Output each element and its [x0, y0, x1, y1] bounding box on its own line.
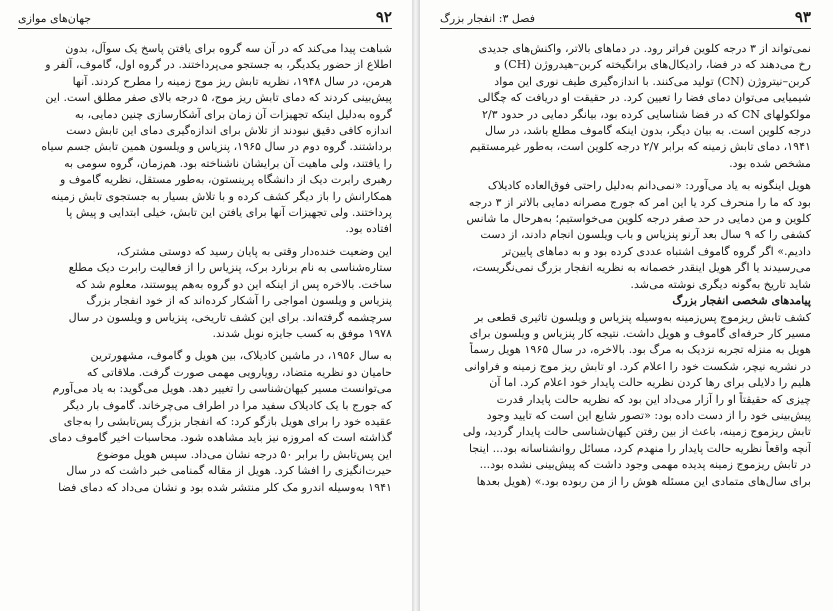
paragraph: [440, 178, 811, 293]
paragraph: [440, 310, 811, 490]
text-line: پیش‌بینی کردند که دمای تابش ریز موج، ۵ درجه بالای صفر مطلق است. این: [45, 91, 392, 105]
text-line: در نشریه نیچر، شکست خود را اعلام کرد. او تابش ریز موج زمینه و فراوانی: [464, 359, 811, 373]
text-line: شاید تاریخ به‌گونه دیگری نوشته می‌شد.: [630, 277, 811, 291]
page-body: [440, 41, 811, 490]
page-header: [18, 8, 392, 29]
text-line: اندازه کافی دقیق نبودند از تلاش برای اندازه‌گیری دمای این تابش دست: [66, 124, 392, 138]
text-line: شباهت پیدا می‌کند که در آن سه گروه برای یافتن پاسخ یک سوآل، بدون: [65, 42, 392, 55]
text-line: اطلاع از حضور یکدیگر، به جستجو می‌پرداختند. در گروه اول، گاموف، آلفر و: [45, 58, 392, 72]
text-line: شیمیایی می‌توان دمای فضا را تعیین کرد. در حقیقت او دریافت که چگالی: [477, 91, 811, 105]
page-number: ۹۳: [794, 8, 811, 26]
book-gutter: [412, 0, 420, 611]
paragraph: [18, 41, 392, 238]
text-line: هویل به منزله تجربه نزدیک به مرگ بود. بالاخره، در سال ۱۹۶۵ هویل رسماً: [469, 343, 811, 357]
text-line: هویل اینگونه به یاد می‌آورد: «نمی‌دانم به‌دلیل راحتی فوق‌العاده کادیلاک: [487, 179, 811, 193]
text-line: حامیان دو نظریه متضاد، رویارویی مهمی صورت گرفت. ملاقاتی که: [86, 365, 392, 379]
text-line: عقیده خود را برای هویل بازگو کرد: که انفجار بزرگ پس‌تابشی را به‌جای: [63, 414, 392, 428]
text-line: کربن–نیتروژن (CN) تولید می‌کنند. با اندازه‌گیری طیف نوری این مواد: [494, 74, 811, 88]
text-line: برداشتند. گروه دوم در سال ۱۹۶۵، پنزیاس و ویلسون همین تابش جسم سیاه: [41, 140, 392, 154]
text-line: مولکولهای CN که در فضا شناسایی کرده بود، بیانگر دمایی در حدود ۲/۳: [481, 107, 811, 121]
text-line: این وضعیت خنده‌دار وقتی به پایان رسید که دوستی مشترک،: [116, 244, 392, 258]
text-line: کلوین و من دمایی در حد صفر درجه کلوین می‌خواستیم؛ به‌هرحال ما شانس: [466, 212, 811, 226]
text-line: ستاره‌شناسی به نام برنارد برک، پنزیاس را از فعالیت رابرت دیک مطلع: [68, 261, 392, 275]
text-line: برای سال‌های متمادی این مسئله هوش را از من ربوده بود.» (هویل بعدها: [476, 474, 811, 488]
paragraph: [18, 244, 392, 342]
text-line: در تابش ریزموج زمینه پدیده مهمی وجود داشت که پیش‌بینی نشده بود...: [479, 458, 811, 472]
text-line: که جورج با یک کادیلاک سفید مرا در اطراف می‌چرخاند. گاموف بار دیگر: [63, 398, 392, 412]
text-line: آنچه واقعاً نظریه حالت پایدار را منهدم کرد، مسائل روانشناسانه بود... اینجا: [469, 441, 811, 455]
running-title: جهان‌های موازی: [18, 12, 92, 25]
text-line: هلیم را دلایلی برای رها کردن نظریه حالت پایدار خود اعلام کرد. اما آن: [489, 376, 811, 390]
text-line: این پس‌تابش را برابر ۵۰ درجه نشان می‌داد. سپس هویل موضوع: [96, 447, 392, 461]
page-header: [440, 8, 811, 29]
text-line: چیزی که حقیقتاً او را آزار می‌داد این بود که نظریه حالت پایدار قدرت: [496, 392, 811, 406]
text-line: به سال ۱۹۵۶، در ماشین کادیلاک، بین هویل و گاموف، مشهورترین: [90, 349, 392, 363]
running-title: فصل ۳: انفجار بزرگ: [440, 12, 535, 25]
text-line: ساخت. بالاخره پس از اینکه این دو گروه به‌هم پیوستند، معلوم شد که: [75, 277, 392, 291]
text-line: درجه کلوین است. به بیان دیگر، بدون اینکه گاموف مطلع باشد، در سال: [485, 124, 811, 138]
text-line: تابش ریزموج زمینه، باعث از بین رفتن کیهان‌شناسی حالت پایدار گردید، ولی: [462, 425, 811, 439]
text-line: مشخص شده بود.: [729, 156, 811, 170]
text-line: هرمن، در سال ۱۹۴۸، نظریه تابش ریز موج زمینه را مطرح کردند. آنها: [72, 74, 392, 88]
text-line: دادیم.» اگر گروه گاموف اشتباه عددی کرده بود و به دماهای پایین‌تر: [502, 244, 811, 258]
text-line: پنزیاس و ویلسون امواجی را آشکار کرده‌اند که از خود انفجار بزرگ: [86, 294, 392, 308]
text-line: می‌رسیدند یا اگر هویل اینقدر خصمانه به نظریه انفجار بزرگ نمی‌نگریست،: [472, 261, 811, 275]
text-line: کشفی را که ۹ سال بعد آرنو پنزیاس و باب ویلسون انجام دادند، از دست: [480, 228, 811, 242]
text-line: پرداختند. ولی تجهیزات آنها برای یافتن این تابش، خیلی ابتدایی و پیش پا: [65, 206, 392, 220]
paragraph: [440, 41, 811, 172]
text-line: ۱۹۷۸ موفق به کسب جایزه نوبل شدند.: [212, 326, 392, 340]
text-line: نمی‌تواند از ۳ درجه کلوین فراتر رود. در دماهای بالاتر، واکنش‌های جدیدی: [478, 42, 811, 55]
page-number: ۹۲: [375, 8, 392, 26]
text-line: رخ می‌دهند که در فضا، رادیکال‌های برانگیخته کربن‌–هیدروژن (CH) و: [495, 58, 811, 72]
text-line: حیرت‌انگیزی را افشا کرد. هویل از مقاله گمنامی خبر داشت که در سال: [66, 464, 392, 478]
text-line: افتاده بود.: [345, 222, 392, 236]
text-line: پیش‌بینی خود را از دست داده بود: «تصور شایع این است که تایید وجود: [486, 408, 811, 422]
right-page: [420, 0, 833, 611]
paragraph: [18, 348, 392, 496]
text-line: ۱۹۴۱ به‌وسیله اندرو مک کلر منتشر شده بود و نشان می‌داد که دمای فضا: [58, 480, 392, 494]
page-body: [18, 41, 392, 496]
text-line: رهبری رابرت دیک از دانشگاه پرینستون، به‌طور مستقل، نظریه گاموف و: [59, 173, 392, 187]
text-line: را یافتند، ولی ماهیت آن برایشان ناشناخته بود. هم‌زمان، گروه سومی به: [64, 156, 392, 170]
text-line: کشف تابش ریزموج پس‌زمینه به‌وسیله پنزیاس و ویلسون تاثیری قطعی بر: [474, 310, 811, 324]
text-line: همکارانش را باز دیگر کشف کرده و با تلاش بسیار به جستجوی تابش زمینه: [50, 189, 392, 203]
text-line: ۱۹۴۱، دمای تابش زمینه که برابر ۲/۷ درجه کلوین است، به‌طور غیرمستقیم: [469, 140, 811, 154]
left-page: [0, 0, 412, 611]
text-line: گروه به‌دلیل اینکه تجهیزات آن زمان برای آشکارسازی چنین دمایی، به: [74, 107, 392, 121]
text-line: می‌توانست مسیر کیهان‌شناسی را تغییر دهد. هویل می‌گوید: به یاد می‌آورم: [52, 382, 392, 396]
text-line: سرچشمه گرفته‌اند. برای این کشف تاریخی، پنزیاس و ویلسون در سال: [68, 310, 392, 324]
text-line: مسیر کار حرفه‌ای گاموف و هویل داشت. نتیجه کار پنزیاس و ویلسون برای: [469, 326, 811, 340]
section-heading: پیامدهای شخصی انفجار بزرگ: [672, 294, 811, 308]
text-line: گذاشته است که امروزه نیز باید مشاهده شود. محاسبات اخیر گاموف دمای: [48, 431, 392, 445]
text-line: بود که ما را منحرف کرد یا این امر که جورج مصرانه دمایی بالاتر از ۳ درجه: [468, 195, 811, 209]
